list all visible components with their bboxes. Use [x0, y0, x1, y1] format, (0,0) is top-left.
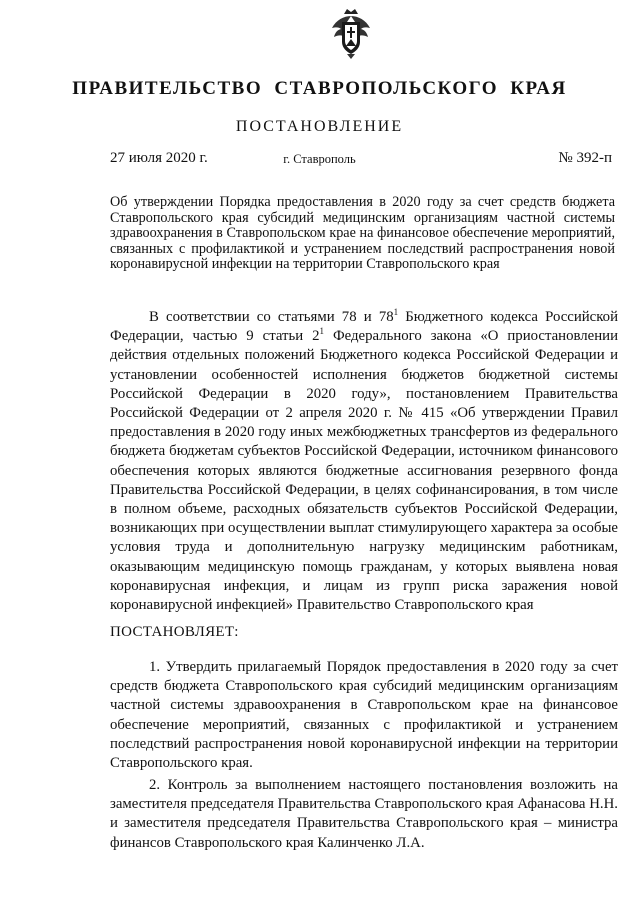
preamble-text-3: Федерального закона «О приостановлении действия отдельных положений Бюджетного кодекса Российской Федерации и установлении особенностей исполнения бюджетов бюджетной системы Российской Федерации в 2020 году», постановлением Правительства Российской Федерации от 2 апреля 2020 г. № 415 «Об утверждении Правил предоставления в 2020 году иных межбюджетных трансфертов из федерального бюджета бюджетам субъектов Российской Федерации, источником финансового обеспечения которых являются бюджетные ассигнования резервного фонда Правительства Российской Федерации, в целях софинансирования, в том числе в полном объеме, расходных обязательств субъектов Российской Федерации, возникающих при осуществлении выплат стимулирующего характера за особые условия труда и дополнительную нагрузку медицинским работникам, оказывающим медицинскую помощь гражданам, у которых выявлена новая коронавирусная инфекция, и лицам из групп риска заражения новой коронавирусной инфекцией» Правительство Ставропольского края [110, 328, 618, 614]
document-city: г. Ставрополь [283, 152, 356, 166]
preamble-paragraph [110, 308, 618, 615]
preamble-text-2: Бюджетного кодекса Российской Федерации, частью 9 статьи 2 [110, 309, 618, 345]
stavropol-krai-coat-of-arms-icon [330, 8, 372, 60]
resolution-item-2: 2. Контроль за выполнением настоящего постановления возложить на заместителя председателя Правительства Ставропольского края Афанасова Н.Н. и заместителя председателя Правительства Ставропольского края – министра финансов Ставропольского края Калинченко Л.А. [110, 777, 618, 851]
preamble-text-1: В соответствии со статьями 78 и 78 [149, 309, 394, 325]
document-date: 27 июля 2020 г. [110, 150, 208, 166]
resolves-heading: ПОСТАНОВЛЯЕТ: [110, 624, 239, 640]
document-type: ПОСТАНОВЛЕНИЕ [235, 118, 404, 135]
document-number: № 392-п [558, 150, 612, 166]
document-subject: Об утверждении Порядка предоставления в 2020 году за счет средств бюджета Ставропольского края субсидий медицинским организациям частной системы здравоохранения в Ставропольском крае на финансовое обеспечение мероприятий, связанных с профилактикой и устранением последствий распространения новой коронавирусной инфекции на территории Ставропольского края [110, 194, 615, 273]
resolution-item-1: 1. Утвердить прилагаемый Порядок предоставления в 2020 году за счет средств бюджета Ставропольского края субсидий медицинским организациям частной системы здравоохранения в Ставропольском крае на финансовое обеспечение мероприятий, связанных с профилактикой и устранением последствий распространения новой коронавирусной инфекции на территории Ставропольского края. [110, 659, 618, 772]
preamble-superscript-1: 1 [393, 307, 399, 318]
government-title: ПРАВИТЕЛЬСТВО СТАВРОПОЛЬСКОГО КРАЯ [72, 78, 567, 99]
preamble-superscript-2: 1 [319, 326, 325, 337]
